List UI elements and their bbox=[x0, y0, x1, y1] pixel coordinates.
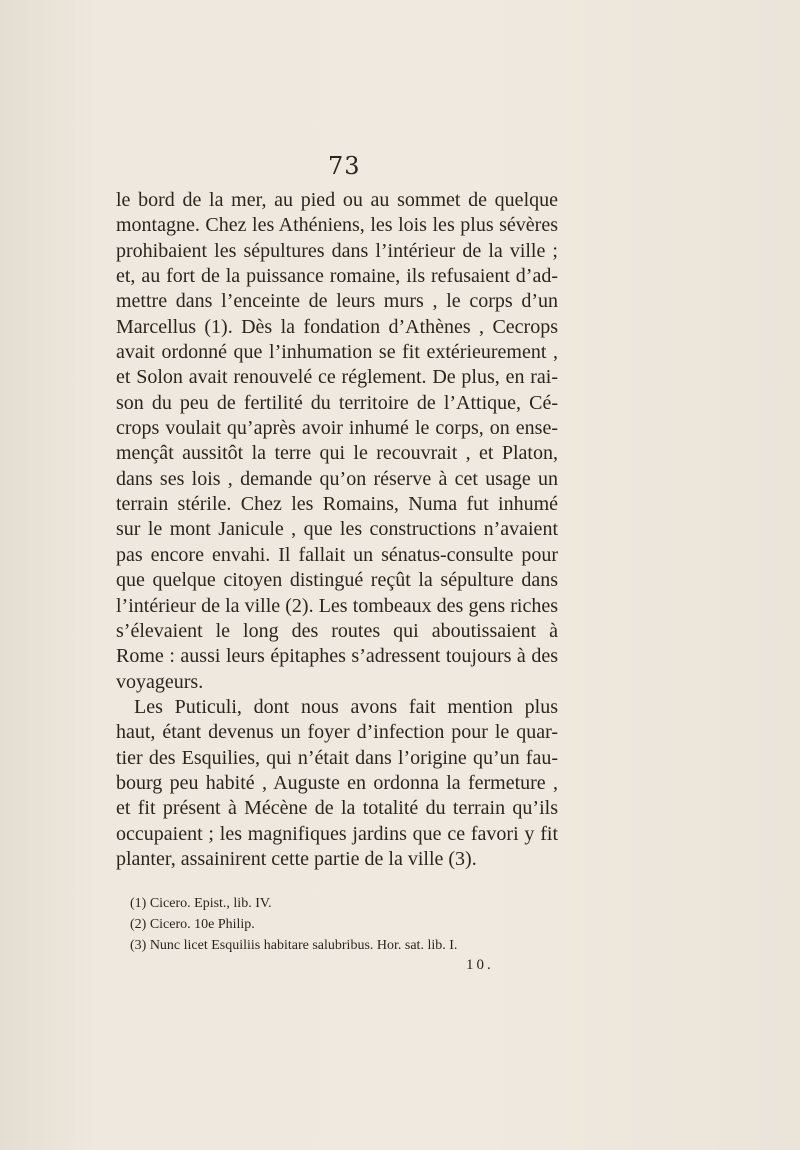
paragraph-end-line: planter, assainirent cette partie de la ville (3). bbox=[116, 847, 477, 870]
footnote: (1) Cicero. Epist., lib. IV. bbox=[130, 896, 272, 911]
text-line: le bord de la mer, au pied ou au sommet de quelque bbox=[116, 189, 558, 211]
paragraph-start-line: Les Puticuli, dont nous avons fait mention plus bbox=[134, 695, 558, 718]
text-line: haut, étant devenus un foyer d’infection pour le quar- bbox=[116, 721, 558, 744]
footnotes bbox=[130, 893, 550, 956]
text-line: mençât aussitôt la terre qui le recouvrait , et Platon, bbox=[116, 442, 558, 465]
text-line: son du peu de fertilité du territoire de l’Attique, Cé- bbox=[116, 391, 558, 414]
page-number: 73 bbox=[328, 152, 361, 180]
text-line: Rome : aussi leurs épitaphes s’adressent toujours à des bbox=[116, 645, 558, 668]
footnote: (3) Nunc licet Esquiliis habitare salubribus. Hor. sat. lib. I. bbox=[130, 938, 458, 953]
text-line: que quelque citoyen distingué reçût la sépulture dans bbox=[116, 569, 558, 592]
text-line: et fit présent à Mécène de la totalité du terrain qu’ils bbox=[116, 797, 558, 820]
text-line: mettre dans l’enceinte de leurs murs , le corps d’un bbox=[116, 290, 558, 313]
text-line: l’intérieur de la ville (2). Les tombeaux des gens riches bbox=[116, 594, 558, 617]
text-line: tier des Esquilies, qui n’était dans l’origine qu’un fau- bbox=[116, 746, 558, 769]
signature-mark: 10. bbox=[466, 957, 494, 973]
text-line: montagne. Chez les Athéniens, les lois les plus sévères bbox=[116, 214, 558, 237]
footnote: (2) Cicero. 10e Philip. bbox=[130, 917, 255, 932]
text-line: occupaient ; les magnifiques jardins que ce favori y fit bbox=[116, 822, 558, 845]
text-line: s’élevaient le long des routes qui aboutissaient à bbox=[116, 619, 558, 642]
text-line: dans ses lois , demande qu’on réserve à cet usage un bbox=[116, 467, 558, 490]
text-line: sur le mont Janicule , que les constructions n’avaient bbox=[116, 518, 558, 541]
text-line: avait ordonné que l’inhumation se fit extérieurement , bbox=[116, 341, 558, 364]
text-line: pas encore envahi. Il fallait un sénatus-consulte pour bbox=[116, 543, 558, 566]
text-line: et, au fort de la puissance romaine, ils refusaient d’ad- bbox=[116, 265, 558, 288]
body-text bbox=[116, 188, 558, 872]
text-line: terrain stérile. Chez les Romains, Numa fut inhumé bbox=[116, 493, 558, 516]
text-line: prohibaient les sépultures dans l’intérieur de la ville ; bbox=[116, 239, 558, 262]
text-line: crops voulait qu’après avoir inhumé le corps, on ense- bbox=[116, 417, 558, 440]
text-line: Marcellus (1). Dès la fondation d’Athènes , Cecrops bbox=[116, 315, 558, 338]
paragraph-end-line: voyageurs. bbox=[116, 670, 204, 693]
text-line: et Solon avait renouvelé ce réglement. De plus, en rai- bbox=[116, 366, 558, 389]
text-line: bourg peu habité , Auguste en ordonna la fermeture , bbox=[116, 771, 558, 794]
